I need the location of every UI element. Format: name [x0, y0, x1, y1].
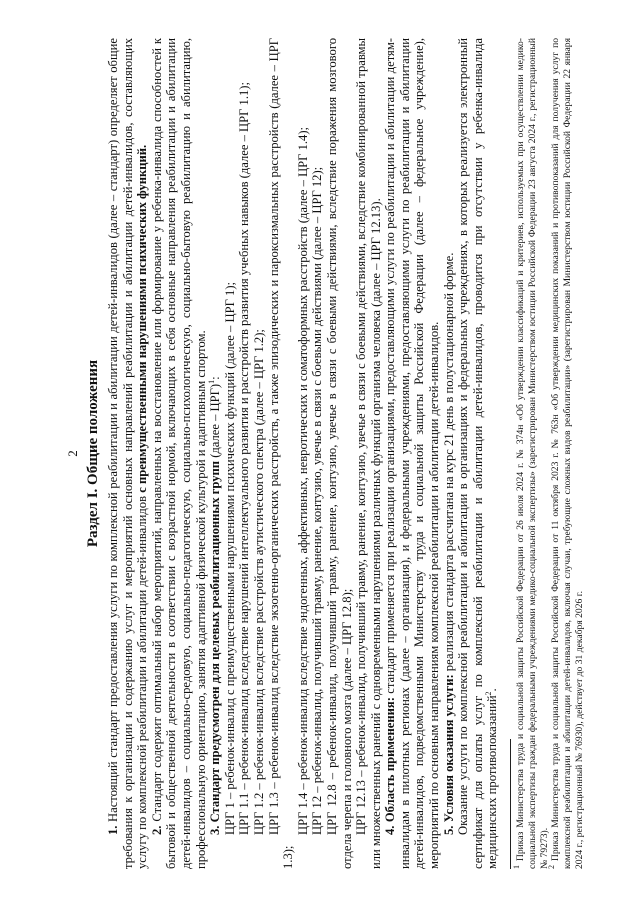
paragraph-text: (далее – ЦРГ)	[208, 383, 223, 461]
paragraph-bold-text: с преимущественными нарушениями психических функций.	[135, 144, 150, 493]
paragraph-text: Оказание услуги по комплексной реабилитации и абилитации в организациях и федеральных учреждениях, в которых реализуется электронный сертификат для оплаты услуг по комплексной реабилитации и абилитации детей-инвалидов, проводится при отсутствии у ребенка-инвалида медицинских противопоказаний	[456, 38, 500, 869]
page-number: 2	[65, 450, 80, 457]
paragraph-bold-text: 5. Условия оказания услуги:	[441, 674, 456, 835]
paragraph-3	[208, 38, 223, 869]
paragraph-6	[456, 38, 500, 869]
paragraph-bold-text: 3. Стандарт предусмотрен для целевых реабилитационных групп	[208, 460, 223, 835]
paragraph-text: :	[208, 376, 223, 380]
section-title: Раздел I. Общие положения	[85, 359, 101, 548]
group-item: ЦРГ 1.1 – ребенок-инвалид вследствие нарушений интеллектуального развития и расстройств развития учебных навыков (далее – ЦРГ 1.1);	[237, 82, 252, 835]
group-item: ЦРГ 12.8 – ребенок-инвалид, получивший травму, ранение, контузию, увечье в связи с боевыми действиями, вследствие поражения мозгового отдела черепа и головного мозга (далее – ЦРГ 12.8);	[324, 38, 354, 869]
footnote-text: Приказ Министерства труда и социальной защиты Российской Федерации от 11 октября 2023 г. № 763н «Об утверждении медицинских показаний и противопоказаний для получения услуг по комплексной реабилитации и абилитации детей-инвалидов, включая случаи, требующие сложных видов реабилитации» (зарегистрирован Министерством юстиции Российской Федерации 22 января 2024 г., регистрационный № 76930), действует до 31 декабря 2026 г.	[550, 38, 586, 869]
document-body	[106, 38, 500, 869]
paragraph-5	[442, 38, 457, 869]
footnote-ref[interactable]: 2	[484, 691, 494, 696]
paragraph-text: Настоящий стандарт предоставления услуги по комплексной реабилитации и абилитации детей-инвалидов (далее – стандарт) определяет общие требования к организации и содержанию услуг и мероприятий основных направлений реабилитации и абилитации детей-инвалидов, составляющих услугу по комплексной реабилитации и абилитации детей-инвалидов	[106, 38, 150, 869]
paragraph-text: .	[485, 688, 500, 692]
paragraph-4	[383, 38, 441, 869]
paragraph-text: стандарт применяется при реализации организациями, предоставляющими услуги по реабилитации и абилитации детям-инвалидам в пилотных регионах (далее – организация), и федеральными учреждениями, предоставляющими услуги по реабилитации и абилитации детей-инвалидов, подведомственными Министерству труда и социальной защиты Российской Федерации (далее – федеральное учреждение), мероприятий по основным направлениям комплексной реабилитации и абилитации детей-инвалидов.	[383, 38, 442, 869]
paragraph-1	[106, 38, 150, 869]
footnote-ref[interactable]: 1	[206, 379, 216, 384]
footnote-separator	[510, 739, 511, 869]
paragraph-number: 1.	[106, 825, 120, 835]
group-item: ЦРГ 1.3 – ребенок-инвалид вследствие экзогенно-органических расстройств, а также эпизодических и пароксизмальных расстройств (далее – ЦРГ 1.3);	[266, 38, 296, 869]
group-item: ЦРГ 1 – ребенок-инвалид с преимущественными нарушениями психических функций (далее – ЦРГ 1);	[222, 281, 237, 835]
footnote-text: Приказ Министерства труда и социальной защиты Российской Федерации от 26 июля 2024 г. № 374н «Об утверждении классификаций и критериев, используемых при осуществлении медико-социальной экспертизы граждан федеральными учреждениями медико-социальной экспертизы» (зарегистрирован Министерством юстиции Российской Федерации 23 августа 2024 г., регистрационный № 79273).	[515, 38, 550, 869]
paragraph-number: 2.	[149, 825, 164, 835]
paragraph-2	[150, 38, 208, 869]
footnote-mark: 2	[547, 865, 557, 869]
footnote-2	[547, 38, 586, 869]
group-item: ЦРГ 1.4 – ребенок-инвалид вследствие эндогенных, аффективных, невротических и соматоформных расстройств (далее – ЦРГ 1.4);	[295, 126, 310, 835]
group-item: ЦРГ 12 – ребенок-инвалид, получивший травму, ранение, контузию, увечье в связи с боевыми действиями (далее – ЦРГ 12);	[310, 166, 325, 835]
paragraph-bold-text: 4. Область применения:	[383, 697, 398, 835]
group-item: ЦРГ 1.2 – ребенок-инвалид вследствие расстройств аутистического спектра (далее – ЦРГ 1.2);	[251, 329, 266, 835]
footnote-mark: 1	[511, 865, 521, 869]
group-item: ЦРГ 12.13 – ребенок-инвалид, получивший травму, ранение, контузию, увечье в связи с боевыми действиями, вследствие комбинированной травмы или множественных ранений с одновременными нарушениями различных функций организма человека (далее – ЦРГ 12.13).	[354, 38, 383, 869]
paragraph-text: Стандарт содержит оптимальный набор мероприятий, направленных на восстановление или формирование у ребенка-инвалида способностей к бытовой и общественной деятельности в соответствии с возрастной нормой, включающих в себя основные направления реабилитации и абилитации детей-инвалидов – социально-средовую, социально-педагогическую, социально-психологическую, социально-бытовую реабилитацию и абилитацию, профессиональную ориентацию, занятия адаптивной физической культурой и адаптивным спортом.	[149, 38, 208, 869]
paragraph-text: реализация стандарта рассчитана на курс 21 день в полустационарной форме.	[441, 252, 456, 675]
footnote-1	[511, 38, 550, 869]
